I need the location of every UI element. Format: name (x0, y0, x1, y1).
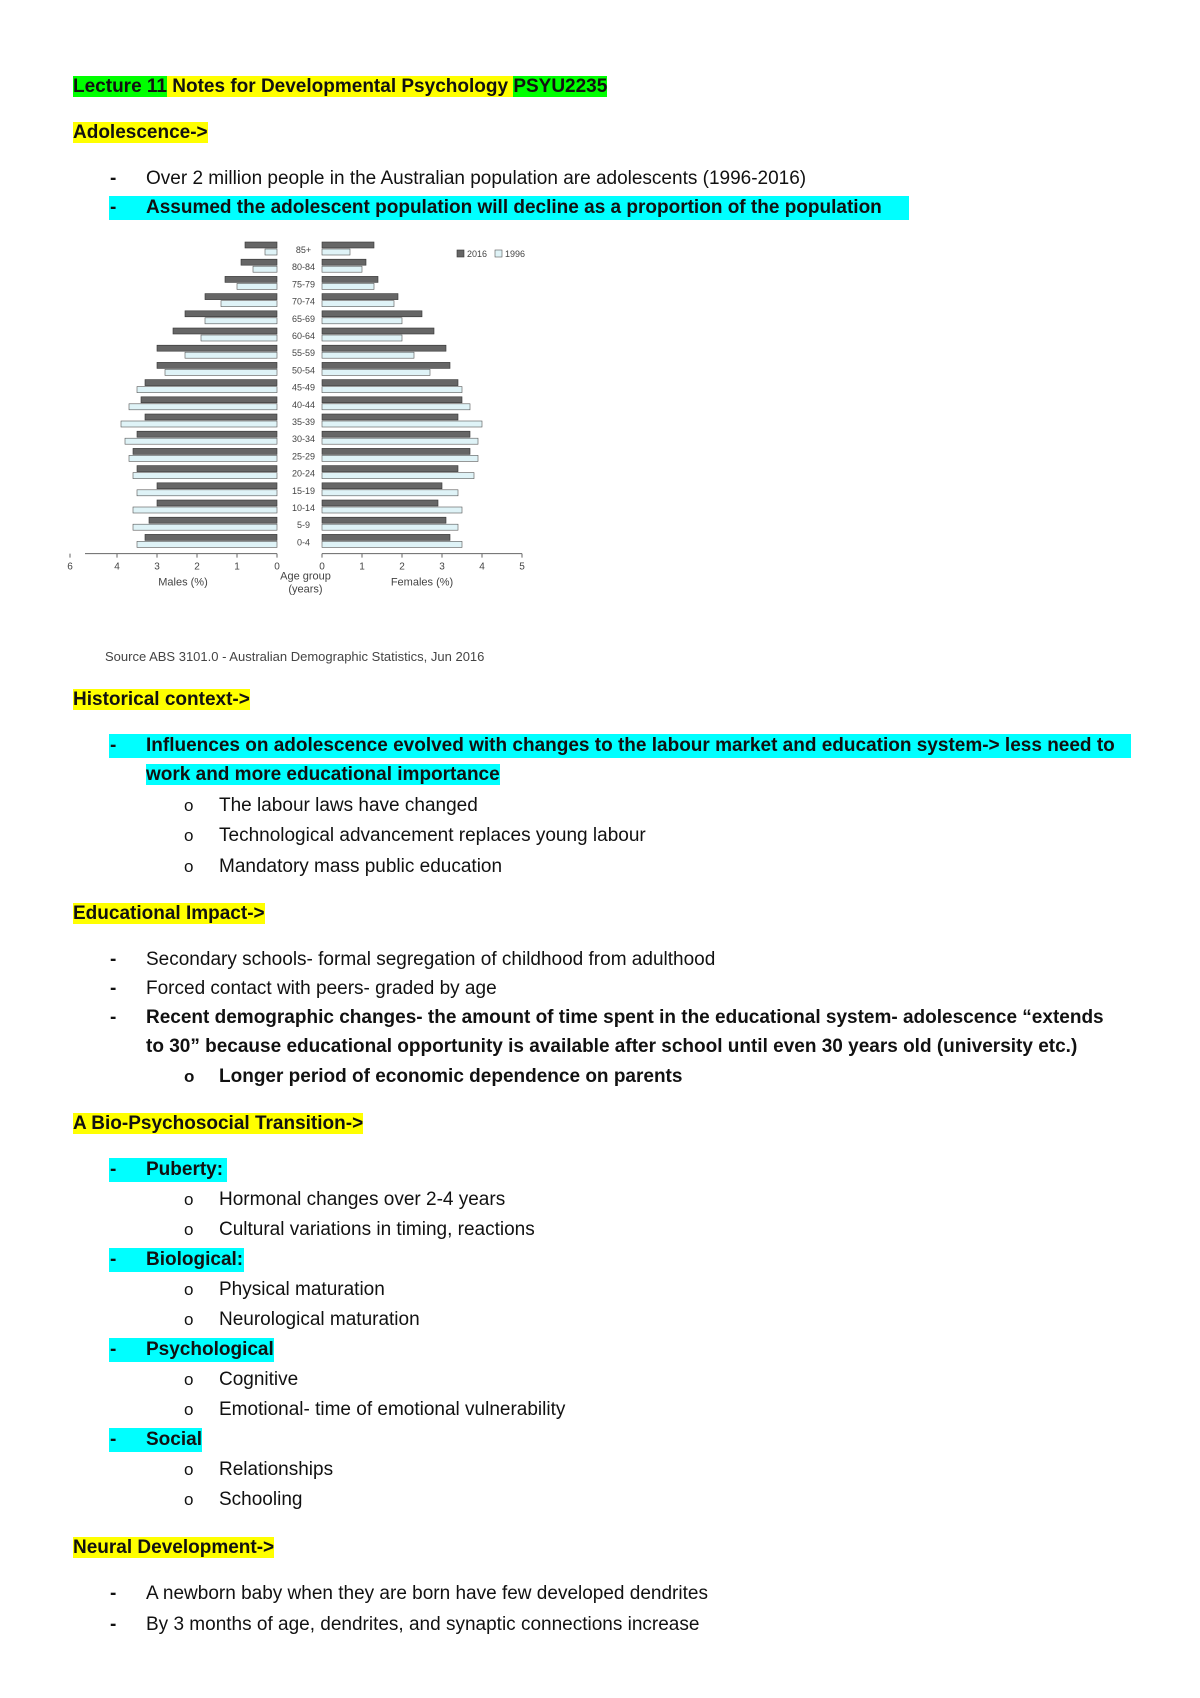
dash-bullet: - (110, 978, 117, 999)
list-item: Over 2 million people in the Australian population are adolescents (1996-2016) (146, 168, 807, 189)
list-item-highlighted: Puberty: (109, 1158, 227, 1182)
bar-male-1996 (137, 490, 277, 496)
dash-bullet: - (110, 197, 117, 218)
bar-male-1996 (185, 352, 277, 358)
bar-female-2016 (322, 259, 366, 265)
bar-female-2016 (322, 328, 434, 334)
tick-label: 3 (154, 561, 160, 573)
legend-swatch-2016 (457, 250, 464, 257)
heading-educational: Educational Impact-> (73, 903, 265, 924)
list-item-continuation: to 30” because educational opportunity is available after school until even 30 years old (university etc.) (146, 1036, 1078, 1057)
bar-male-1996 (133, 524, 277, 530)
sub-list-item: Cultural variations in timing, reactions (219, 1219, 535, 1240)
bar-male-2016 (185, 311, 277, 317)
bar-male-2016 (145, 380, 277, 386)
x-label-age-group: Age group (280, 570, 331, 583)
bar-male-2016 (173, 328, 277, 334)
dash-bullet: - (110, 1007, 117, 1028)
bar-female-1996 (322, 438, 478, 444)
bar-female-1996 (322, 318, 402, 324)
bar-female-2016 (322, 242, 374, 248)
sub-list-item: Hormonal changes over 2-4 years (219, 1189, 506, 1210)
sub-list-item: The labour laws have changed (219, 795, 478, 816)
dash-bullet: - (110, 1159, 117, 1180)
bar-female-1996 (322, 387, 462, 393)
bar-male-2016 (149, 517, 277, 523)
circle-bullet: o (184, 1220, 194, 1239)
bar-male-2016 (157, 500, 277, 506)
circle-bullet: o (184, 1370, 194, 1389)
bar-female-1996 (322, 541, 462, 547)
heading-neural: Neural Development-> (73, 1537, 275, 1558)
bar-male-1996 (201, 335, 277, 341)
bar-female-2016 (322, 483, 442, 489)
bar-female-1996 (322, 301, 394, 307)
bar-male-1996 (253, 266, 277, 272)
circle-bullet: o (184, 826, 194, 845)
bar-male-2016 (157, 483, 277, 489)
bar-female-1996 (322, 473, 474, 479)
dash-bullet: - (110, 1339, 117, 1360)
heading-biopsychosocial: A Bio-Psychosocial Transition-> (73, 1113, 364, 1134)
bar-female-1996 (322, 335, 402, 341)
bar-male-2016 (245, 242, 277, 248)
bar-male-2016 (157, 362, 277, 368)
tick-label: 6 (67, 561, 73, 573)
bar-female-2016 (322, 294, 398, 300)
circle-bullet: o (184, 1067, 195, 1086)
list-item-highlighted: Social (109, 1428, 202, 1452)
bar-male-1996 (137, 387, 277, 393)
list-item: Recent demographic changes- the amount of time spent in the educational system- adolescence “extends (146, 1007, 1104, 1028)
age-group-label: 25-29 (291, 451, 316, 462)
circle-bullet: o (184, 1280, 194, 1299)
sub-list-item: Physical maturation (219, 1279, 385, 1300)
bar-female-2016 (322, 311, 422, 317)
bar-female-2016 (322, 466, 458, 472)
bar-male-2016 (205, 294, 277, 300)
bar-female-1996 (322, 490, 458, 496)
tick-label: 4 (479, 561, 485, 573)
bar-male-1996 (129, 404, 277, 410)
sub-list-item: Neurological maturation (219, 1309, 420, 1330)
bar-male-1996 (221, 301, 277, 307)
bar-female-1996 (322, 421, 482, 427)
age-group-label: 20-24 (291, 468, 316, 479)
sub-list-item: Emotional- time of emotional vulnerability (219, 1399, 566, 1420)
circle-bullet: o (184, 1400, 194, 1419)
dash-bullet: - (110, 1614, 117, 1635)
x-label-females: Females (%) (390, 576, 454, 589)
bar-female-2016 (322, 362, 450, 368)
circle-bullet: o (184, 857, 194, 876)
bar-female-2016 (322, 448, 470, 454)
list-item: Forced contact with peers- graded by age (146, 978, 497, 999)
dash-bullet: - (110, 1583, 117, 1604)
list-item: A newborn baby when they are born have few developed dendrites (146, 1583, 708, 1604)
tick-label: 0 (274, 561, 280, 573)
bar-male-1996 (137, 541, 277, 547)
circle-bullet: o (184, 1190, 194, 1209)
list-item: By 3 months of age, dendrites, and synaptic connections increase (146, 1614, 700, 1635)
bar-female-2016 (322, 380, 458, 386)
page-title: Lecture 11 Notes for Developmental Psychology PSYU2235 (73, 76, 608, 97)
bar-female-1996 (322, 404, 470, 410)
bar-female-2016 (322, 345, 446, 351)
list-item-highlighted: Assumed the adolescent population will decline as a proportion of the population (109, 196, 909, 220)
bar-male-2016 (141, 397, 277, 403)
sub-list-item: Cognitive (219, 1369, 299, 1390)
age-group-label: 55-59 (291, 348, 316, 359)
tick-label: 4 (114, 561, 120, 573)
sub-list-item: Technological advancement replaces young labour (219, 825, 646, 846)
bar-male-1996 (129, 455, 277, 461)
age-group-label: 5-9 (296, 520, 311, 531)
circle-bullet: o (184, 796, 194, 815)
chart-source: Source ABS 3101.0 - Australian Demographic Statistics, Jun 2016 (105, 649, 485, 664)
bar-female-2016 (322, 431, 470, 437)
list-item: Secondary schools- formal segregation of childhood from adulthood (146, 949, 716, 970)
bar-female-2016 (322, 414, 458, 420)
tick-label: 5 (519, 561, 525, 573)
tick-label: 1 (234, 561, 240, 573)
bar-male-1996 (165, 369, 277, 375)
bar-female-1996 (322, 524, 458, 530)
age-group-label: 0-4 (296, 537, 311, 548)
bar-female-2016 (322, 534, 450, 540)
bar-female-1996 (322, 455, 478, 461)
bar-female-1996 (322, 266, 362, 272)
age-group-label: 40-44 (291, 399, 316, 410)
circle-bullet: o (184, 1460, 194, 1479)
dash-bullet: - (110, 1249, 117, 1270)
bar-female-2016 (322, 500, 438, 506)
age-group-label: 30-34 (291, 434, 316, 445)
bar-male-1996 (237, 283, 277, 289)
tick-label: 0 (319, 561, 325, 573)
dash-bullet: - (110, 1429, 117, 1450)
age-group-label: 60-64 (291, 331, 316, 341)
sub-list-item: Schooling (219, 1489, 303, 1510)
bar-female-1996 (322, 369, 430, 375)
list-item-highlighted: Biological: (109, 1248, 244, 1272)
x-label-males: Males (%) (158, 576, 208, 589)
tick-label: 1 (359, 561, 365, 573)
bar-female-1996 (322, 283, 374, 289)
bar-female-1996 (322, 352, 414, 358)
sub-list-item: Longer period of economic dependence on parents (219, 1066, 683, 1087)
circle-bullet: o (184, 1310, 194, 1329)
bar-male-2016 (133, 448, 277, 454)
bar-male-2016 (145, 414, 277, 420)
sub-list-item: Mandatory mass public education (219, 856, 503, 877)
dash-bullet: - (110, 735, 117, 756)
heading-adolescence: Adolescence-> (73, 122, 208, 143)
circle-bullet: o (184, 1490, 194, 1509)
age-group-label: 15-19 (291, 485, 316, 496)
legend-label-1996: 1996 (505, 249, 526, 259)
bar-male-2016 (225, 276, 277, 282)
bar-male-2016 (145, 534, 277, 540)
bar-female-1996 (322, 249, 350, 255)
dash-bullet: - (110, 949, 117, 970)
age-group-label: 35-39 (291, 417, 316, 427)
bar-female-2016 (322, 397, 462, 403)
legend-swatch-1996 (495, 250, 502, 257)
bar-male-1996 (265, 249, 277, 255)
age-group-label: 75-79 (291, 279, 316, 290)
tick-label: 3 (439, 561, 445, 573)
age-group-label: 70-74 (291, 296, 316, 307)
tick-label: 2 (194, 561, 200, 573)
x-label-years: (years) (288, 583, 323, 596)
age-group-label: 45-49 (291, 382, 316, 393)
bar-male-1996 (205, 318, 277, 324)
age-group-label: 10-14 (291, 503, 316, 513)
bar-female-2016 (322, 517, 446, 523)
age-group-label: 80-84 (291, 262, 316, 273)
heading-historical: Historical context-> (73, 689, 250, 710)
bar-male-1996 (121, 421, 277, 427)
age-group-label: 65-69 (291, 313, 316, 324)
list-item-continuation: work and more educational importance (146, 764, 500, 785)
bar-male-1996 (133, 507, 277, 513)
bar-male-2016 (137, 431, 277, 437)
dash-bullet: - (110, 168, 117, 189)
list-item-highlighted: Influences on adolescence evolved with changes to the labour market and education system-> less need to (109, 734, 1131, 758)
bar-male-1996 (133, 473, 277, 479)
legend-label-2016: 2016 (467, 249, 488, 259)
bar-female-2016 (322, 276, 378, 282)
bar-male-2016 (241, 259, 277, 265)
sub-list-item: Relationships (219, 1459, 334, 1480)
bar-female-1996 (322, 507, 462, 513)
bar-male-2016 (137, 466, 277, 472)
bar-male-2016 (157, 345, 277, 351)
tick-label: 2 (399, 561, 405, 573)
bar-male-1996 (125, 438, 277, 444)
age-group-label: 50-54 (291, 365, 316, 376)
population-pyramid-chart (67, 238, 595, 668)
list-item-highlighted: Psychological (109, 1338, 274, 1362)
age-group-label: 85+ (295, 245, 312, 255)
